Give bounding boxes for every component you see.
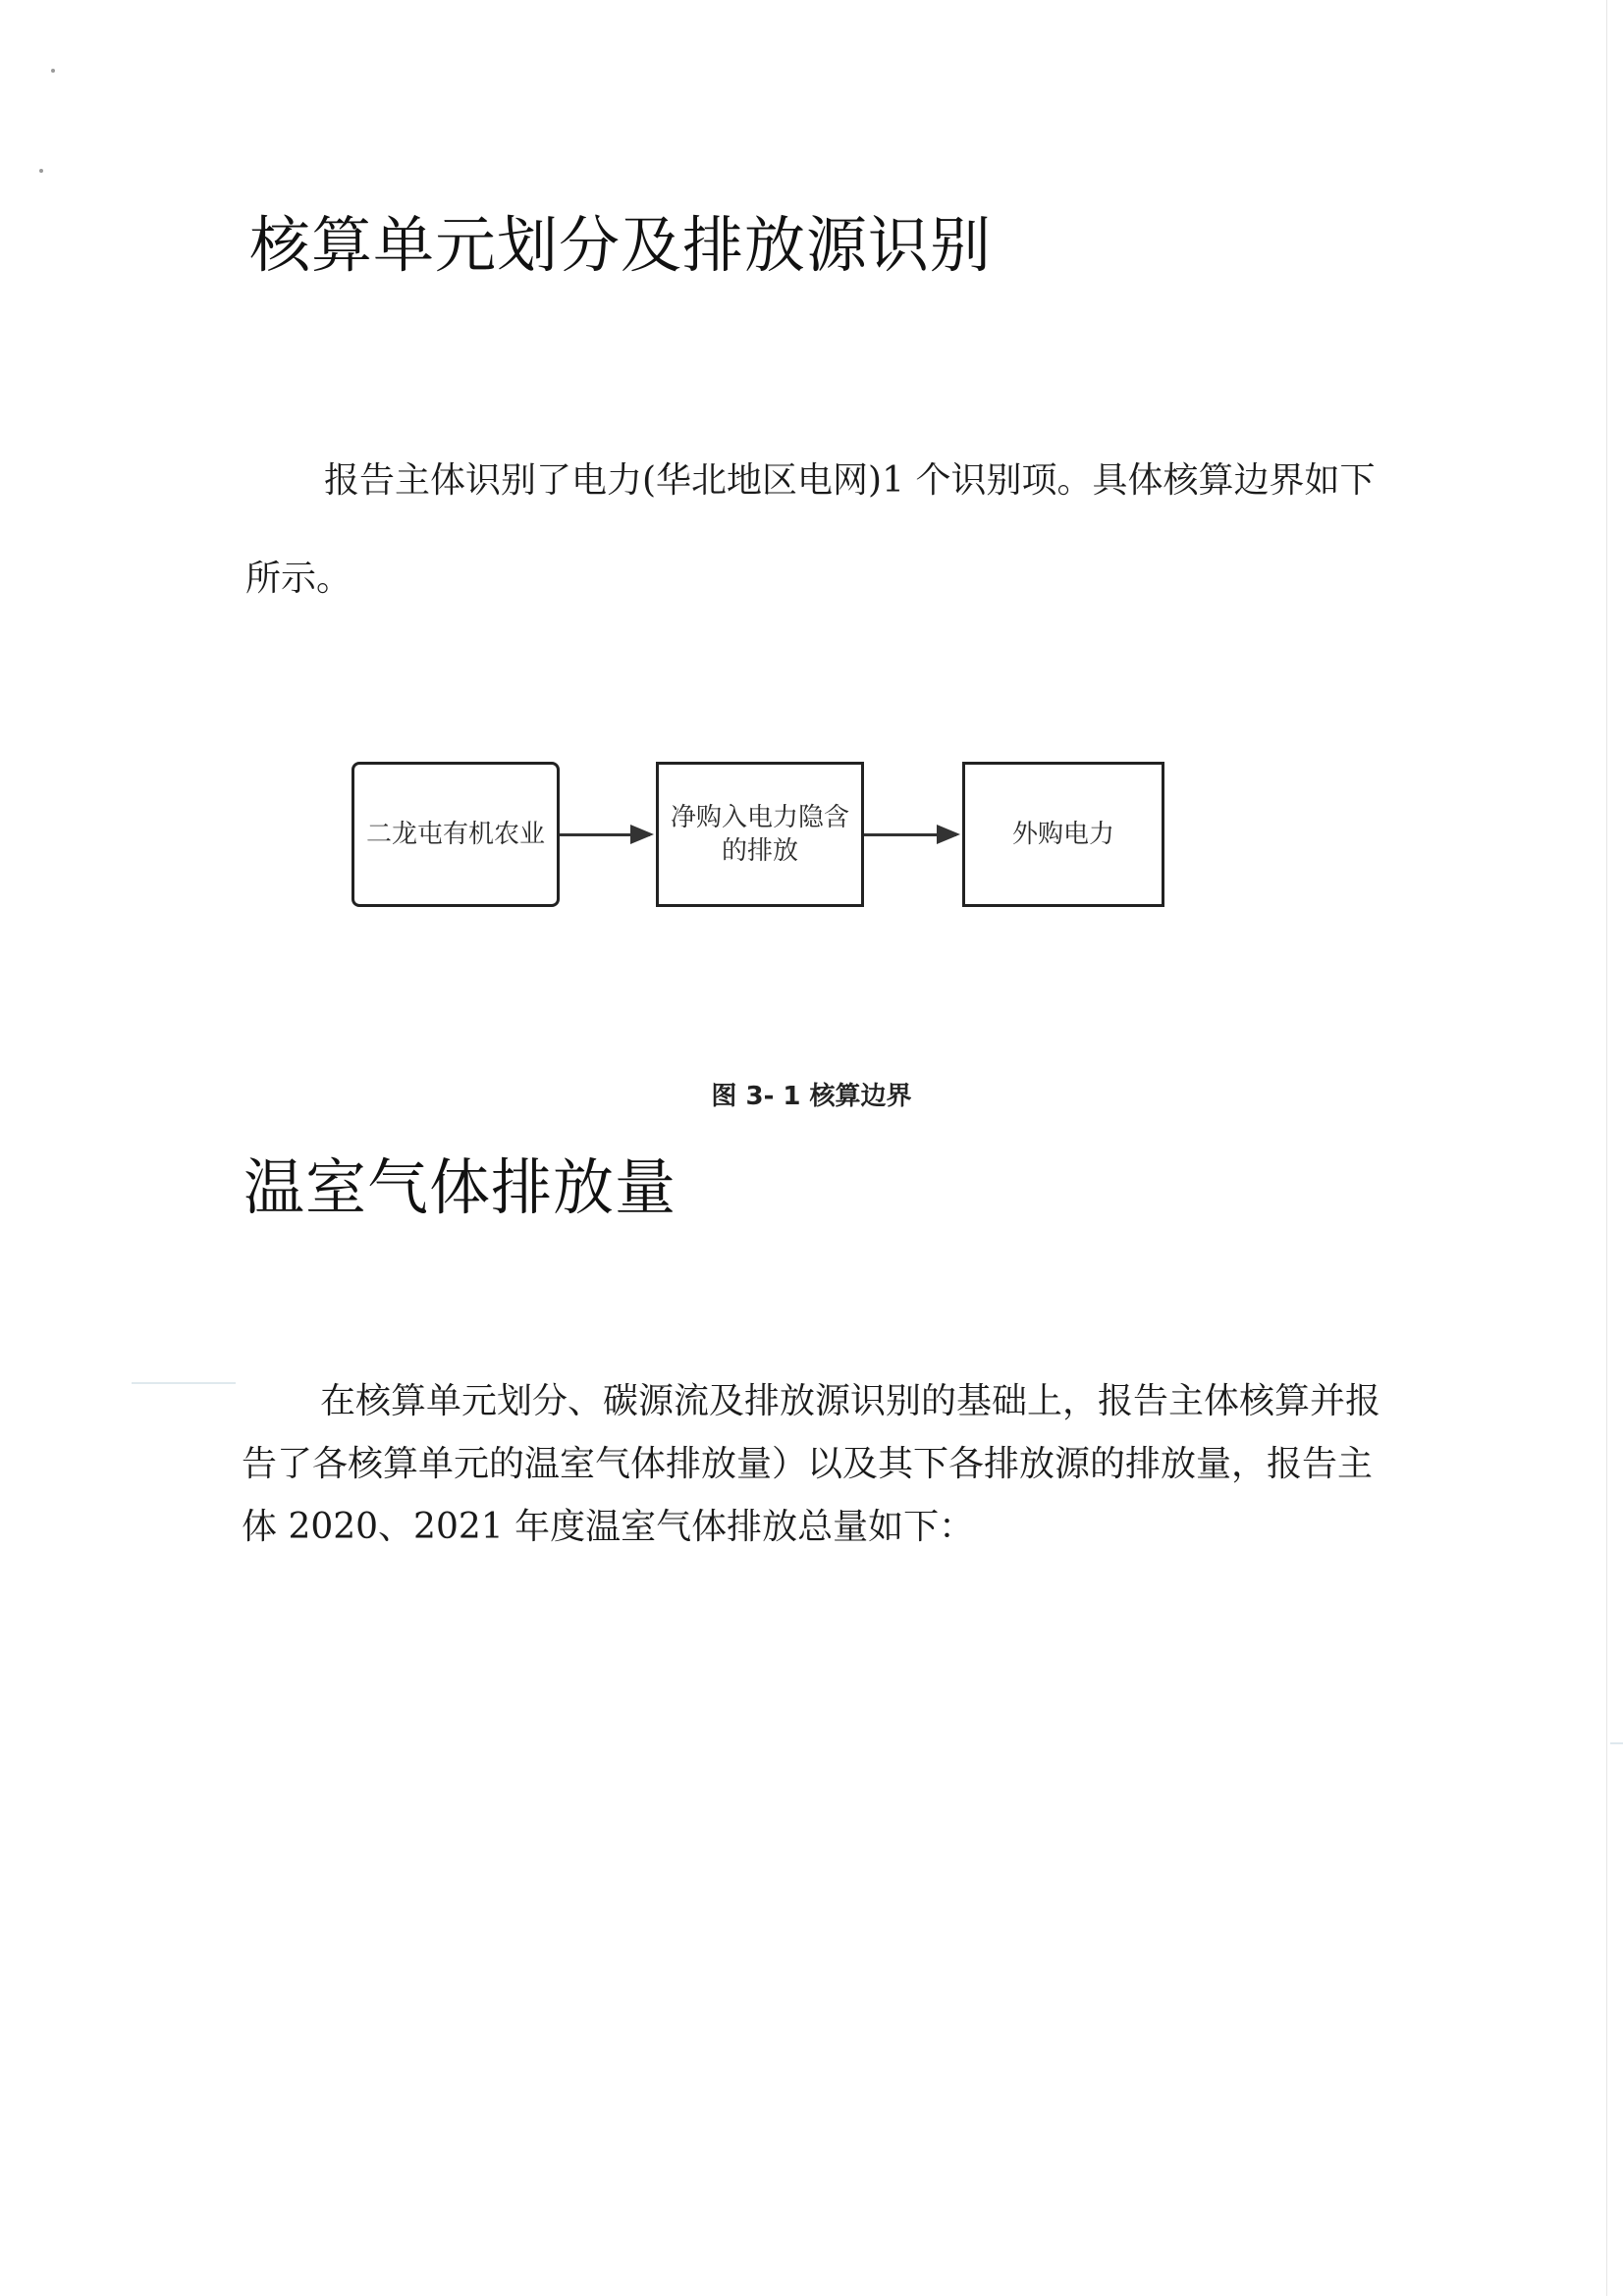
diagram-node-organic-farm: 二龙屯有机农业 bbox=[352, 762, 560, 907]
diagram-node-net-purchased-electricity-emissions: 净购入电力隐含的排放 bbox=[656, 762, 864, 907]
diagram-arrow-1 bbox=[560, 833, 650, 836]
scan-speck bbox=[51, 69, 55, 73]
scan-speck bbox=[39, 169, 43, 173]
scan-mark bbox=[132, 1382, 236, 1384]
scan-mark bbox=[1610, 1742, 1623, 1744]
section-heading-ghg-emissions: 温室气体排放量 bbox=[243, 1151, 677, 1223]
paragraph-emissions-summary: 在核算单元划分、碳源流及排放源识别的基础上，报告主体核算并报告了各核算单元的温室气体排放量）以及其下各排放源的排放量，报告主体 2020、2021 年度温室气体排放总量如下： bbox=[242, 1381, 1381, 1547]
section-heading-accounting-units: 核算单元划分及排放源识别 bbox=[249, 209, 993, 281]
page-edge bbox=[1606, 0, 1607, 2296]
diagram-arrow-2 bbox=[864, 833, 956, 836]
paragraph-identification: 报告主体识别了电力(华北地区电网)1 个识别项。具体核算边界如下所示。 bbox=[245, 460, 1376, 599]
figure-caption: 图 3- 1 核算边界 bbox=[711, 1082, 912, 1111]
diagram-node-purchased-electricity: 外购电力 bbox=[962, 762, 1164, 907]
